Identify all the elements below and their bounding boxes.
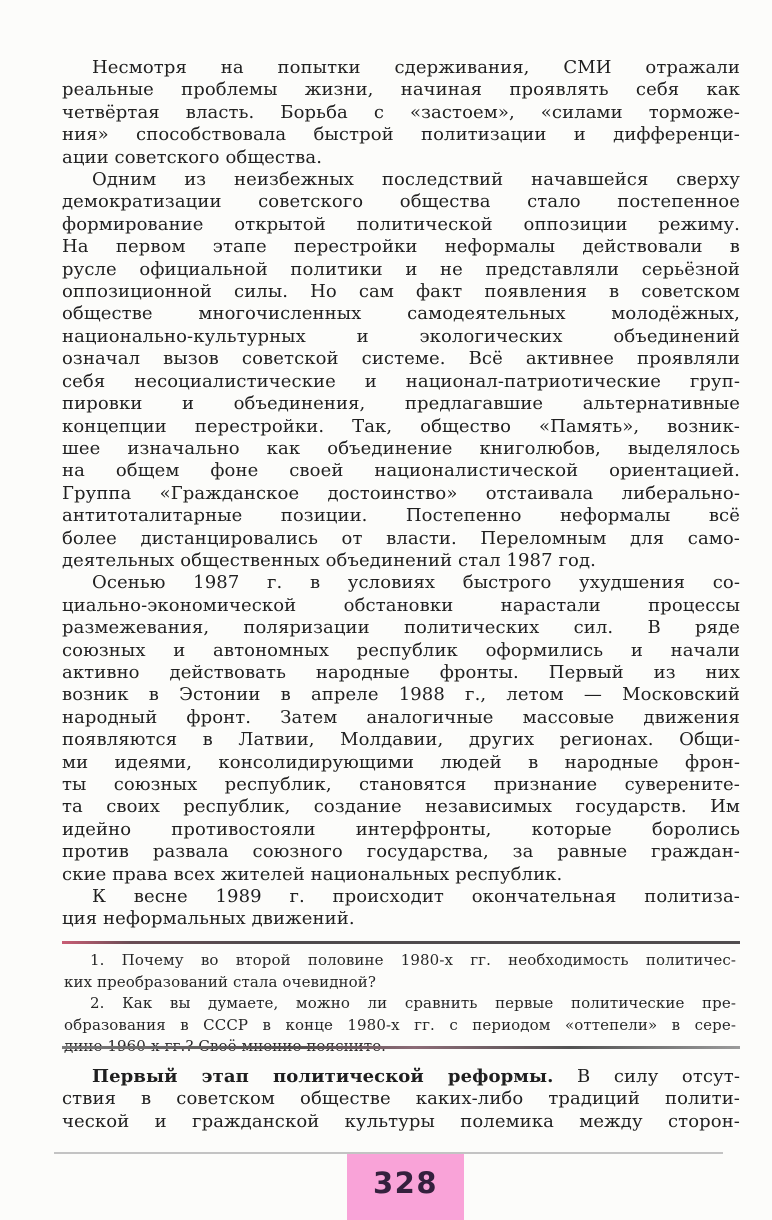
text-line: на общем фоне своей националистической ориентацией. <box>62 460 740 482</box>
text-line: демократизации советского общества стало постепенное <box>62 191 740 213</box>
section-heading-continuation: В силу отсут- <box>553 1066 740 1087</box>
section-heading: Первый этап политической реформы. <box>92 1066 554 1087</box>
text-line: шее изначально как объединение книголюбов, выделялось <box>62 437 740 459</box>
paragraph <box>62 572 740 886</box>
text-line: ские права всех жителей национальных республик. <box>62 863 563 885</box>
text-line: против развала союзного государства, за равные граждан- <box>62 841 740 863</box>
text-line: оппозиционной силы. Но сам факт появления в советском <box>62 281 740 303</box>
text-line: русле официальной политики и не представляли серьёзной <box>62 258 740 280</box>
text-line: реальные проблемы жизни, начиная проявлять себя как <box>62 79 740 101</box>
text-line: Группа «Гражданское достоинство» отстаивала либерально- <box>62 482 740 504</box>
questions-block <box>64 950 736 1058</box>
text-line: ации советского общества. <box>62 146 323 168</box>
page-number-badge <box>347 1154 464 1220</box>
text-line: ческой и гражданской культуры полемика между сторон- <box>62 1110 740 1132</box>
question-line: образования в СССР в конце 1980-х гг. с периодом «оттепели» в сере- <box>64 1015 736 1034</box>
text-line: идейно противостояли интерфронты, которые боролись <box>62 818 740 840</box>
text-line: пировки и объединения, предлагавшие альтернативные <box>62 393 740 415</box>
paragraph <box>62 169 740 572</box>
text-line: К весне 1989 г. происходит окончательная политиза- <box>92 886 740 908</box>
text-line: ция неформальных движений. <box>62 908 355 930</box>
page-number: 328 <box>372 1166 439 1200</box>
text-line: более дистанцировались от власти. Переломным для само- <box>62 527 740 549</box>
text-line: Несмотря на попытки сдерживания, СМИ отражали <box>92 57 740 78</box>
text-line: ми идеями, консолидирующими людей в народные фрон- <box>62 751 740 773</box>
text-line: Одним из неизбежных последствий начавшейся сверху <box>92 169 740 191</box>
text-line: союзных и автономных республик оформились и начали <box>62 639 740 661</box>
divider-rule-bottom <box>62 1046 740 1049</box>
question-line: 1. Почему во второй половине 1980-х гг. необходимость политичес- <box>90 951 736 969</box>
text-line: возник в Эстонии в апреле 1988 г., летом — Московский <box>62 684 740 706</box>
text-line <box>62 1066 740 1088</box>
text-line: антитоталитарные позиции. Постепенно неформалы всё <box>62 505 740 527</box>
text-line: концепции перестройки. Так, общество «Память», возник- <box>62 415 740 437</box>
text-line: национально-культурных и экологических объединений <box>62 325 740 347</box>
text-line: размежевания, поляризации политических сил. В ряде <box>62 617 740 639</box>
section-paragraph <box>62 1066 740 1133</box>
text-line: четвёртая власть. Борьба с «застоем», «силами торможе- <box>62 101 740 123</box>
text-line: ния» способствовала быстрой политизации и дифференци- <box>62 124 740 146</box>
text-line: себя несоциалистические и национал-патриотические груп- <box>62 370 740 392</box>
text-line: народный фронт. Затем аналогичные массовые движения <box>62 706 740 728</box>
question-line: ких преобразований стала очевидной? <box>64 972 376 991</box>
question-line: 2. Как вы думаете, можно ли сравнить первые политические пре- <box>90 994 736 1012</box>
text-line: ты союзных республик, становятся признание суверените- <box>62 774 740 795</box>
text-line: Осенью 1987 г. в условиях быстрого ухудшения со- <box>92 572 740 594</box>
paragraph <box>62 886 740 931</box>
text-line: активно действовать народные фронты. Первый из них <box>62 661 740 683</box>
text-line: формирование открытой политической оппозиции режиму. <box>62 213 740 235</box>
body-text <box>62 57 740 931</box>
text-line: На первом этапе перестройки неформалы действовали в <box>62 236 740 258</box>
divider-rule-top <box>62 941 740 944</box>
text-line: появляются в Латвии, Молдавии, других регионах. Общи- <box>62 729 740 751</box>
paragraph <box>62 57 740 169</box>
text-line: означал вызов советской системе. Всё активнее проявляли <box>62 348 740 370</box>
text-line: та своих республик, создание независимых государств. Им <box>62 796 740 818</box>
text-line: обществе многочисленных самодеятельных молодёжных, <box>62 303 740 325</box>
text-line: ствия в советском обществе каких-либо традиций полити- <box>62 1088 740 1110</box>
text-line: деятельных общественных объединений стал 1987 год. <box>62 549 596 571</box>
text-line: циально-экономической обстановки нарастали процессы <box>62 594 740 616</box>
